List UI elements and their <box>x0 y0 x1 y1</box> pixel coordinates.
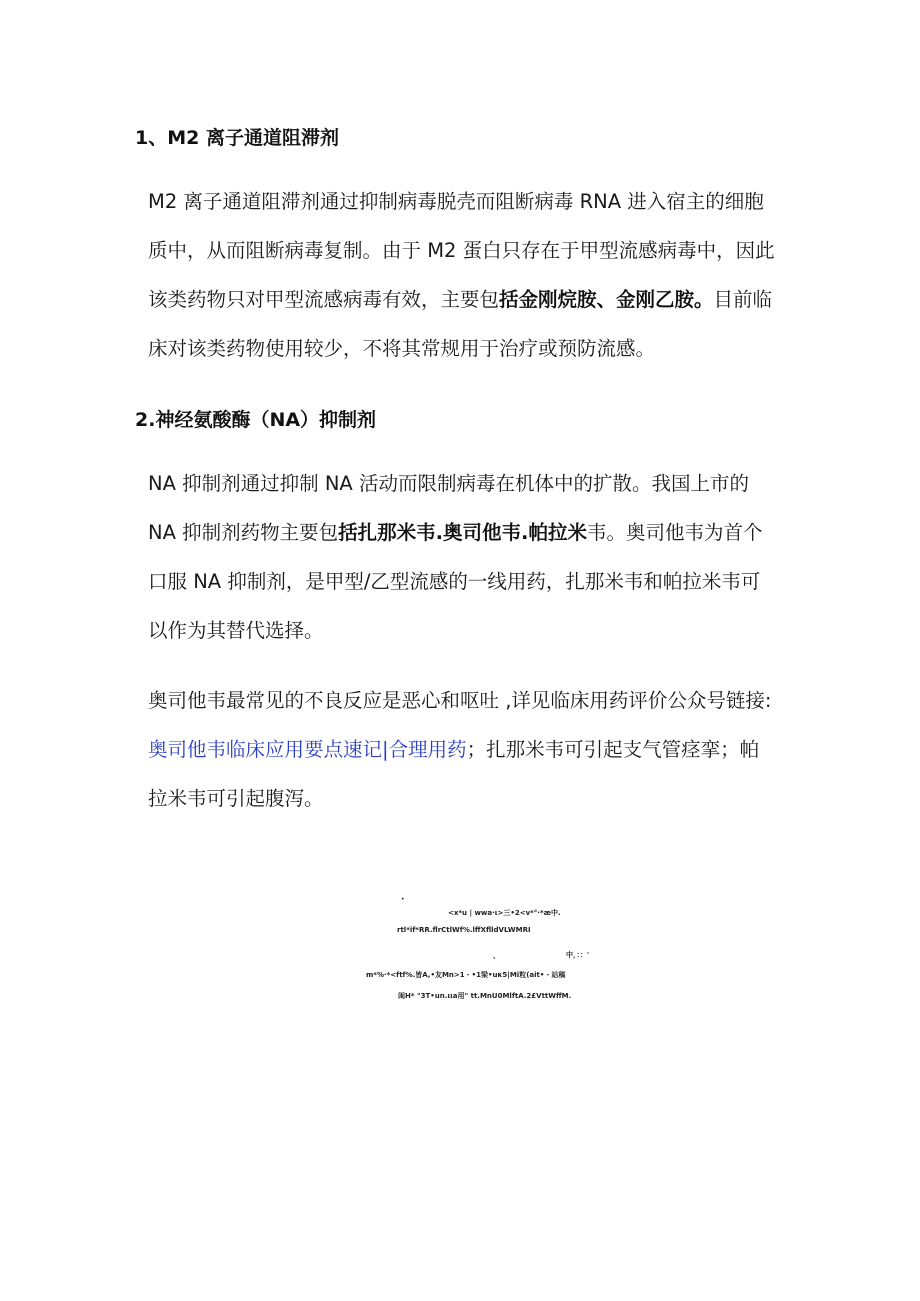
paragraph-m2-blockers <box>148 177 798 373</box>
text-line: NA 抑制剂通过抑制 NA 活动而限制病毒在机体中的扩散。我国上市的 <box>148 472 749 495</box>
figure-text-line: m*%·*<ftf%.皆A,•友Mn>1・•1梁•uκ5|Mi粒(ait•・站稿 <box>366 971 566 979</box>
figure-text-line: <x*u | wwa·ι>三•2<v*°·*æ中. <box>448 909 561 917</box>
text-line: M2 离子通道阻滞剂通过抑制病毒脱壳而阻断病毒 RNA 进入宿主的细胞 <box>148 190 764 213</box>
figure-text-line: 、 <box>493 952 500 960</box>
section-heading-na-inhibitors: 2.神经氨酸酶（NA）抑制剂 <box>135 409 377 431</box>
text-line <box>148 275 798 324</box>
paragraph-adverse-reactions <box>148 676 798 823</box>
text-line: 床对该类药物使用较少，不将其常规用于治疗或预防流感。 <box>148 337 656 360</box>
figure-text-line: rtl*if*RR.flrCtlWf%.lffXflldVLWMRI <box>397 926 531 934</box>
text-line <box>148 725 798 774</box>
oseltamivir-article-link[interactable]: 奥司他韦临床应用要点速记|合理用药 <box>148 738 467 761</box>
text-line: 奥司他韦最常见的不良反应是恶心和呕吐 ,详见临床用药评价公众号链接: <box>148 689 772 712</box>
figure-text-line: 中，：：' <box>566 951 590 959</box>
text-span: ；扎那米韦可引起支气管痉挛；帕 <box>466 738 760 761</box>
text-span: 该类药物只对甲型流感病毒有效，主要包 <box>148 288 500 311</box>
text-line: 以作为其替代选择。 <box>148 619 324 642</box>
text-line <box>148 508 798 557</box>
text-span: NA 抑制剂药物主要包 <box>148 521 339 544</box>
bold-drug-names: 括扎那米韦.奥司他韦.帕拉米 <box>338 521 587 544</box>
text-span: 目前临 <box>713 288 773 311</box>
paragraph-na-inhibitors <box>148 459 798 655</box>
figure-text-line: 闺H* "3T•un.ιιa用" tt.MnU0MlftA.2£VttWffM. <box>398 992 572 1000</box>
text-line: 口服 NA 抑制剂，是甲型/乙型流感的一线用药，扎那米韦和帕拉米韦可 <box>148 570 761 593</box>
text-line: 拉米韦可引起腹泻。 <box>148 787 324 810</box>
figure-text-line: · <box>401 895 405 905</box>
text-line: 质中，从而阻断病毒复制。由于 M2 蛋白只存在于甲型流感病毒中，因此 <box>148 239 775 262</box>
bold-drug-names: 括金刚烷胺、金刚乙胺。 <box>499 288 714 311</box>
text-span: 韦。奥司他韦为首个 <box>586 521 763 544</box>
section-heading-m2-blockers: 1、M2 离子通道阻滞剂 <box>135 127 339 149</box>
